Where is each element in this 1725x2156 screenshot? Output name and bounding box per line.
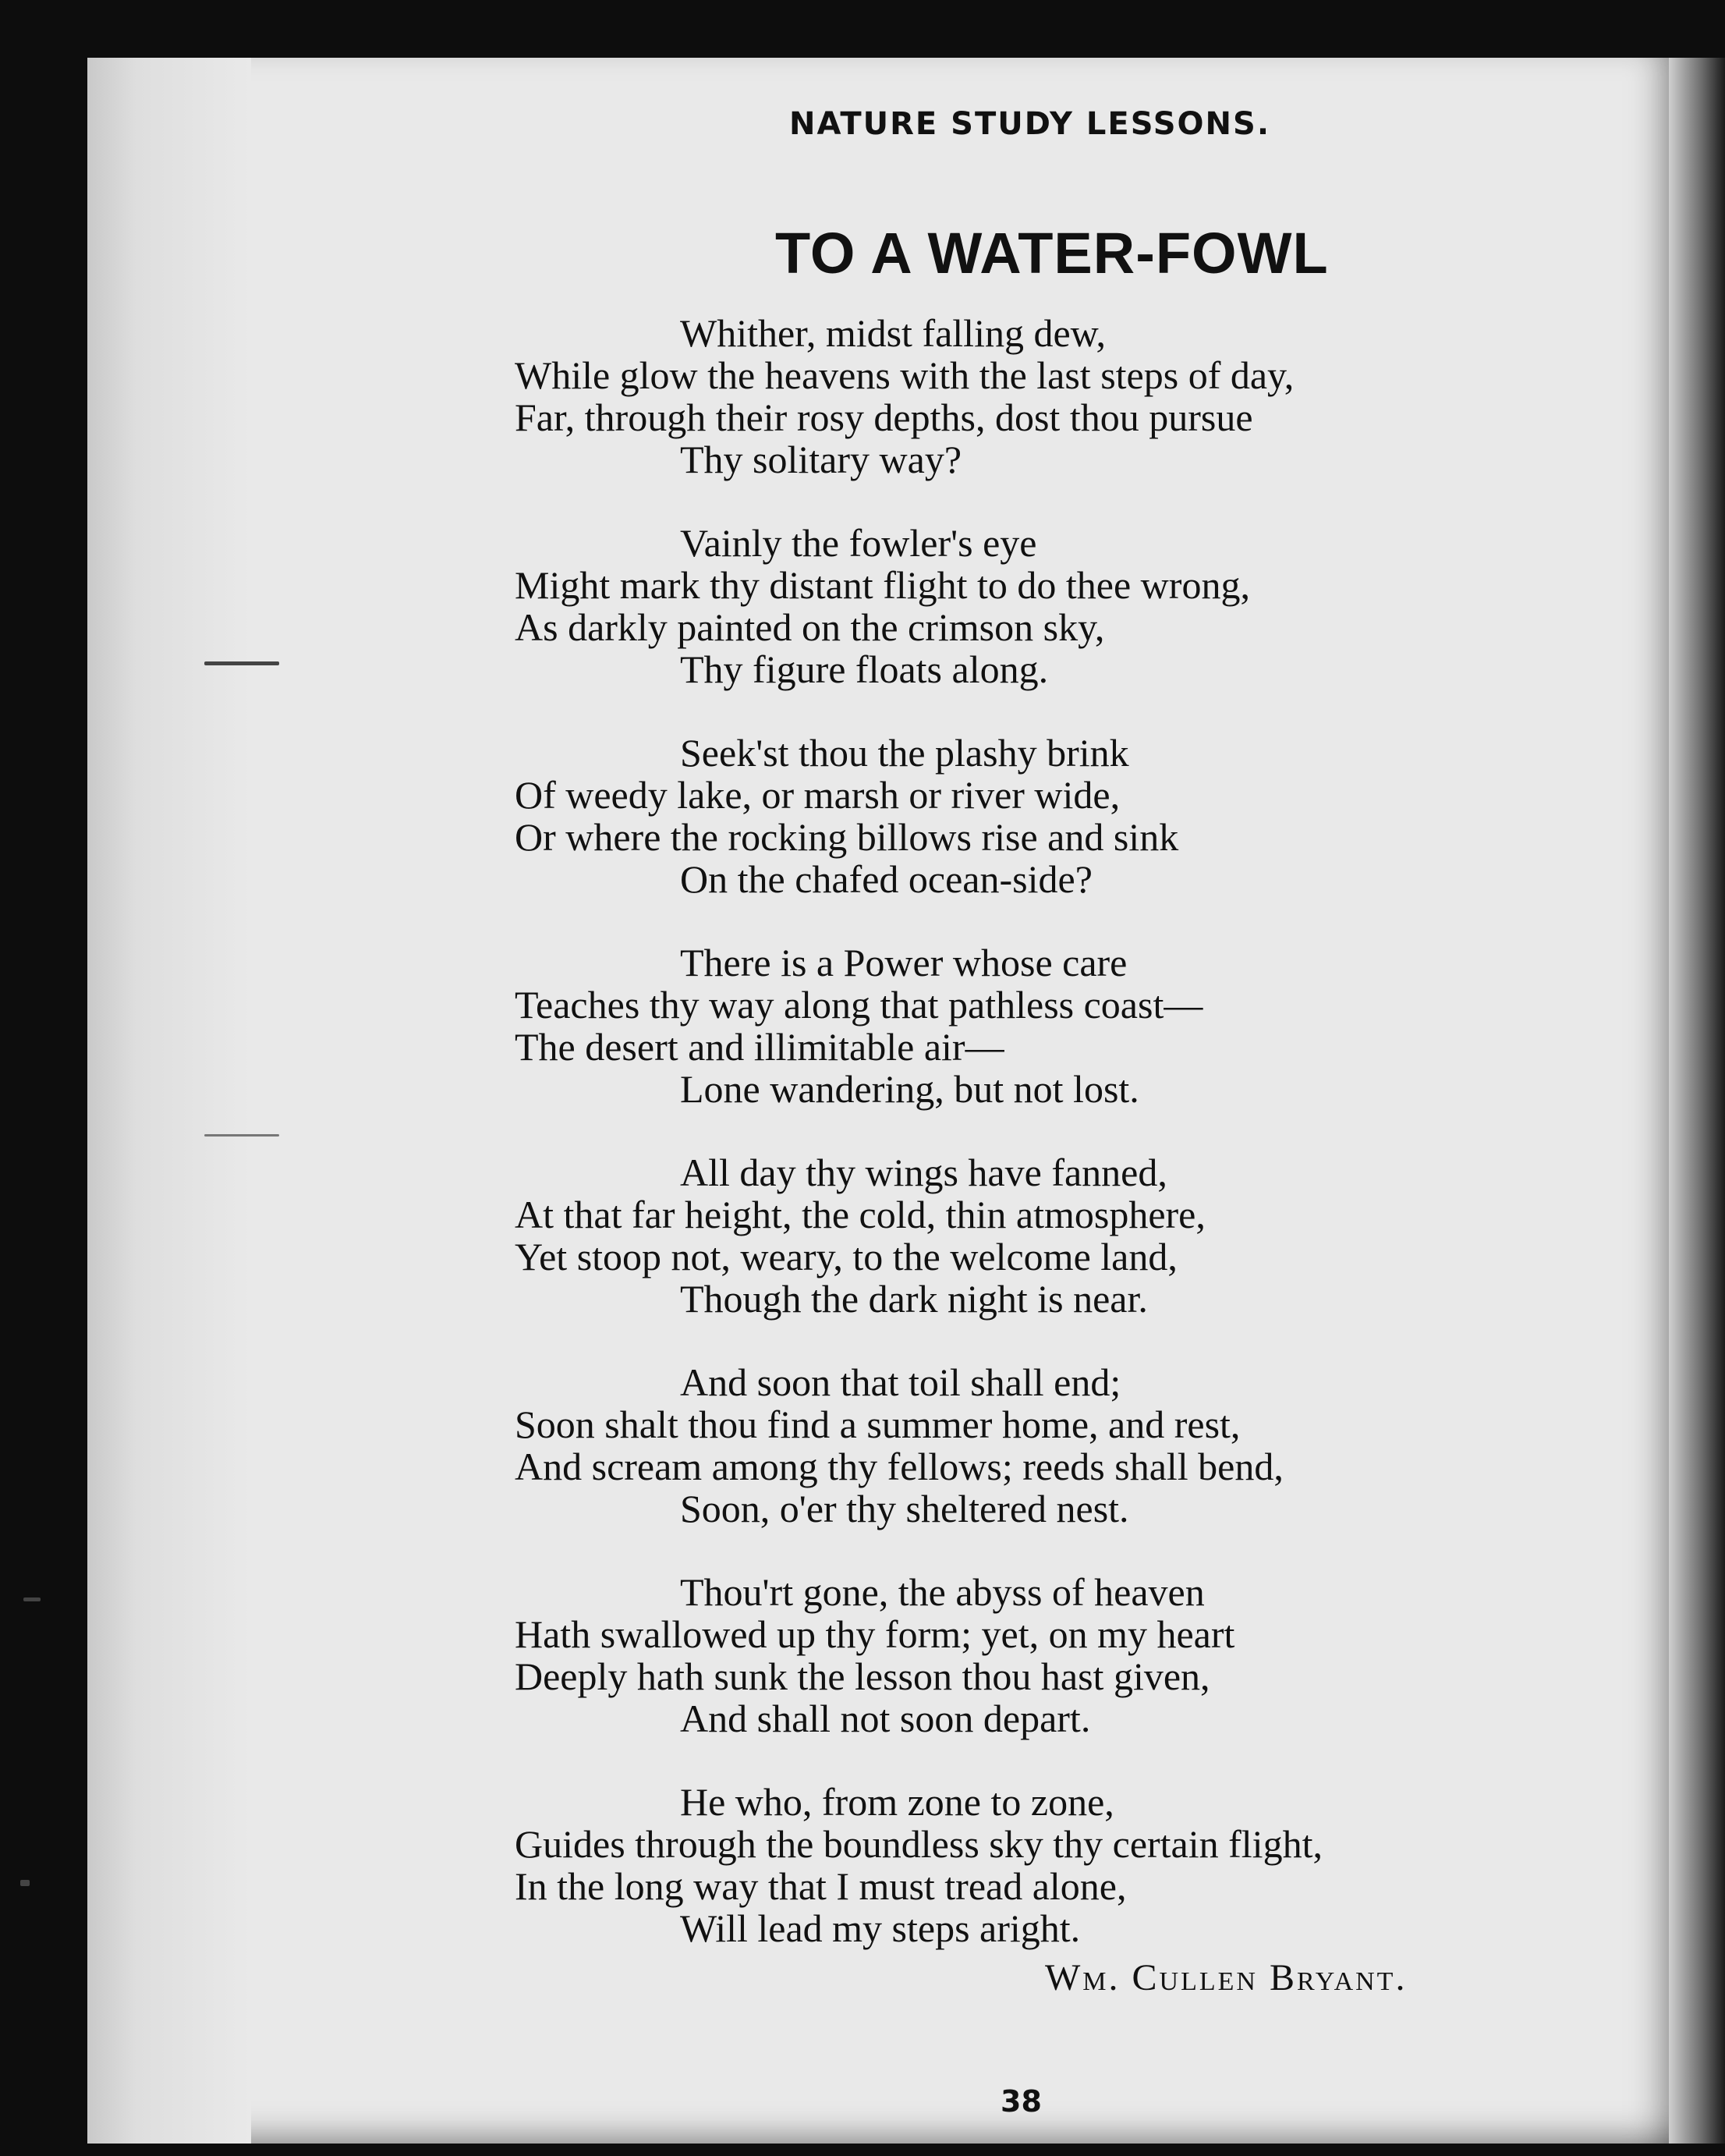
poem-line: Vainly the fowler's eye	[680, 521, 1037, 565]
page-edge-shadow	[1669, 58, 1725, 2144]
author-signature: Wm. Cullen Bryant.	[1045, 1957, 1408, 1998]
stanza	[515, 1571, 1544, 1739]
poem-line: As darkly painted on the crimson sky,	[515, 605, 1105, 649]
poem-line: Seek'st thou the plashy brink	[680, 731, 1129, 775]
poem-body	[515, 312, 1544, 1949]
margin-ink-mark	[23, 1597, 41, 1601]
poem-line: Though the dark night is near.	[680, 1277, 1148, 1321]
poem-line: Thou'rt gone, the abyss of heaven	[680, 1570, 1205, 1614]
poem-line: At that far height, the cold, thin atmosphere,	[515, 1193, 1206, 1236]
poem-line: Will lead my steps aright.	[680, 1906, 1081, 1950]
stanza	[515, 1151, 1544, 1320]
poem-line: Lone wandering, but not lost.	[680, 1067, 1139, 1111]
poem-line: Deeply hath sunk the lesson thou hast given,	[515, 1654, 1210, 1698]
poem-line: Of weedy lake, or marsh or river wide,	[515, 773, 1121, 817]
poem-title: TO A WATER-FOWL	[775, 221, 1329, 285]
stanza	[515, 1361, 1544, 1530]
stanza	[515, 312, 1544, 480]
stanza	[515, 941, 1544, 1110]
poem-line: While glow the heavens with the last steps of day,	[515, 353, 1295, 397]
poem-line: And soon that toil shall end;	[680, 1360, 1121, 1404]
poem-line: In the long way that I must tread alone,	[515, 1864, 1127, 1908]
poem-line: Yet stoop not, weary, to the welcome land,	[515, 1235, 1178, 1278]
poem-line: There is a Power whose care	[680, 941, 1128, 984]
poem-line: Thy figure floats along.	[680, 647, 1049, 691]
stanza	[515, 522, 1544, 690]
poem-line: The desert and illimitable air—	[515, 1025, 1004, 1069]
poem-line: Soon shalt thou find a summer home, and rest,	[515, 1402, 1241, 1446]
poem-line: On the chafed ocean-side?	[680, 857, 1093, 901]
poem-line: Far, through their rosy depths, dost thou pursue	[515, 395, 1253, 439]
poem-line: Thy solitary way?	[680, 438, 962, 481]
poem-line: Teaches thy way along that pathless coast—	[515, 983, 1203, 1027]
margin-ink-mark	[204, 661, 279, 665]
poem-line: Hath swallowed up thy form; yet, on my heart	[515, 1612, 1235, 1656]
page-gutter-shadow	[87, 58, 251, 2144]
stanza	[515, 732, 1544, 900]
poem-line: And shall not soon depart.	[680, 1697, 1091, 1740]
poem-line: And scream among thy fellows; reeds shall bend,	[515, 1445, 1284, 1488]
poem-line: All day thy wings have fanned,	[680, 1151, 1167, 1194]
running-head: NATURE STUDY LESSONS.	[789, 106, 1271, 142]
margin-ink-mark	[204, 1134, 279, 1137]
poem-line: He who, from zone to zone,	[680, 1780, 1114, 1824]
poem-line: Or where the rocking billows rise and sink	[515, 815, 1179, 859]
poem-line: Guides through the boundless sky thy certain flight,	[515, 1822, 1323, 1866]
poem-line: Soon, o'er thy sheltered nest.	[680, 1487, 1129, 1530]
margin-ink-mark	[20, 1880, 30, 1886]
poem-line: Whither, midst falling dew,	[680, 311, 1107, 355]
poem-line: Might mark thy distant flight to do thee wrong,	[515, 563, 1250, 607]
stanza	[515, 1781, 1544, 1949]
page-number: 38	[1001, 2084, 1042, 2119]
